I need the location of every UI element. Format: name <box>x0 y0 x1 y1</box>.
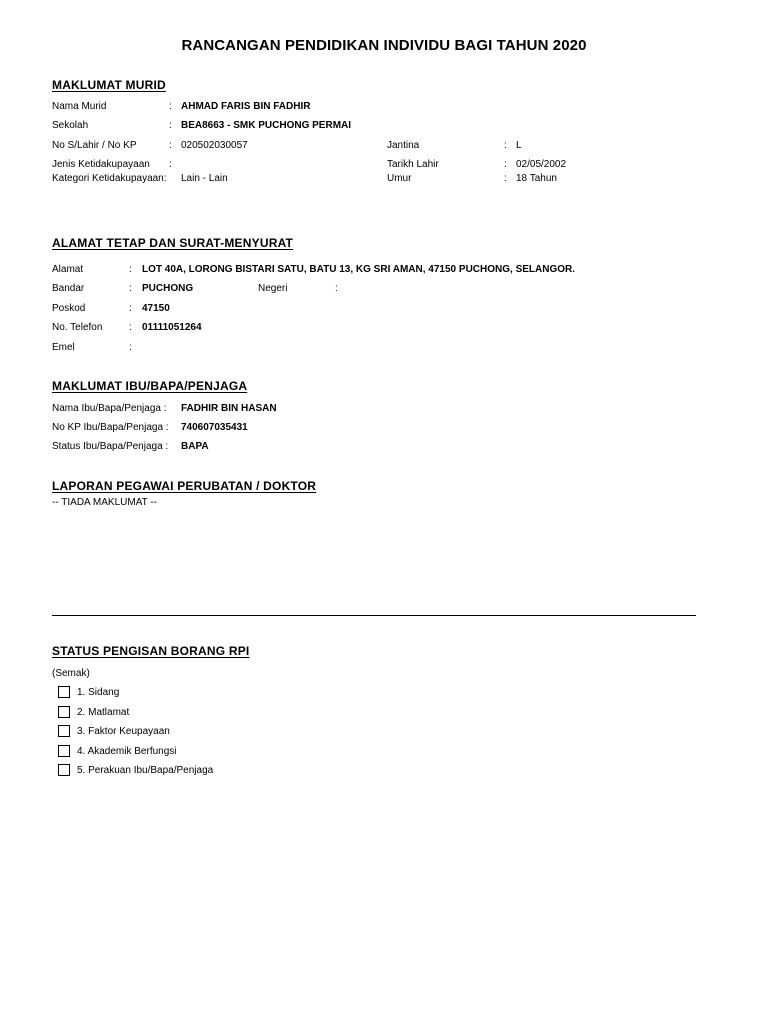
form-status-section-heading: STATUS PENGISAN BORANG RPI <box>52 644 250 658</box>
address-section-heading: ALAMAT TETAP DAN SURAT-MENYURAT <box>52 236 294 250</box>
phone-value: 01111051264 <box>142 322 202 333</box>
separator-colon: : <box>129 264 132 275</box>
student-id-value: 020502030057 <box>181 140 248 151</box>
separator-colon: : <box>169 101 172 112</box>
checkbox-matlamat[interactable] <box>58 706 70 718</box>
address-value: LOT 40A, LORONG BISTARI SATU, BATU 13, KG SRI AMAN, 47150 PUCHONG, SELANGOR. <box>142 264 576 275</box>
student-name-label: Nama Murid <box>52 101 107 112</box>
postcode-label: Poskod <box>52 303 86 314</box>
dob-value: 02/05/2002 <box>516 159 567 170</box>
guardian-id-value: 740607035431 <box>181 422 248 433</box>
student-name-value: AHMAD FARIS BIN FADHIR <box>181 101 311 112</box>
separator-colon: : <box>504 159 507 170</box>
guardian-status-label: Status Ibu/Bapa/Penjaga : <box>52 441 169 452</box>
state-label: Negeri <box>258 283 288 294</box>
disability-category-value: Lain - Lain <box>181 173 228 184</box>
checkbox-akademik-berfungsi[interactable] <box>58 745 70 757</box>
phone-label: No. Telefon <box>52 322 103 333</box>
postcode-value: 47150 <box>142 303 170 314</box>
separator-colon: : <box>169 140 172 151</box>
town-label: Bandar <box>52 283 85 294</box>
dob-label: Tarikh Lahir <box>387 159 439 170</box>
checklist-item-label: 5. Perakuan Ibu/Bapa/Penjaga <box>77 765 214 776</box>
guardian-name-value: FADHIR BIN HASAN <box>181 403 277 414</box>
checklist-item-label: 2. Matlamat <box>77 707 130 718</box>
checkbox-perakuan[interactable] <box>58 764 70 776</box>
checkbox-faktor-keupayaan[interactable] <box>58 725 70 737</box>
separator-colon: : <box>129 303 132 314</box>
form-status-instruction: (Semak) <box>52 668 90 679</box>
guardian-section-heading: MAKLUMAT IBU/BAPA/PENJAGA <box>52 379 248 393</box>
gender-label: Jantina <box>387 140 420 151</box>
age-value: 18 Tahun <box>516 173 557 184</box>
separator-colon: : <box>335 283 338 294</box>
separator-colon: : <box>129 322 132 333</box>
town-value: PUCHONG <box>142 283 194 294</box>
student-id-label: No S/Lahir / No KP <box>52 140 137 151</box>
student-section-heading: MAKLUMAT MURID <box>52 78 166 92</box>
gender-value: L <box>516 140 522 151</box>
separator-colon: : <box>504 173 507 184</box>
separator-colon: : <box>504 140 507 151</box>
checkbox-sidang[interactable] <box>58 686 70 698</box>
checklist-item-label: 3. Faktor Keupayaan <box>77 726 170 737</box>
checklist-item-label: 4. Akademik Berfungsi <box>77 746 177 757</box>
guardian-status-value: BAPA <box>181 441 209 452</box>
section-divider <box>52 615 696 616</box>
address-label: Alamat <box>52 264 84 275</box>
email-label: Emel <box>52 342 75 353</box>
school-value: BEA8663 - SMK PUCHONG PERMAI <box>181 120 352 131</box>
medical-note: -- TIADA MAKLUMAT -- <box>52 497 158 508</box>
guardian-id-label: No KP Ibu/Bapa/Penjaga : <box>52 422 169 433</box>
disability-category-label: Kategori Ketidakupayaan: <box>52 173 167 184</box>
separator-colon: : <box>169 159 172 170</box>
separator-colon: : <box>169 120 172 131</box>
separator-colon: : <box>129 283 132 294</box>
guardian-name-label: Nama Ibu/Bapa/Penjaga : <box>52 403 167 414</box>
separator-colon: : <box>129 342 132 353</box>
medical-section-heading: LAPORAN PEGAWAI PERUBATAN / DOKTOR <box>52 479 317 493</box>
school-label: Sekolah <box>52 120 89 131</box>
age-label: Umur <box>387 173 412 184</box>
page-title: RANCANGAN PENDIDIKAN INDIVIDU BAGI TAHUN 2020 <box>181 37 587 54</box>
checklist-item-label: 1. Sidang <box>77 687 120 698</box>
disability-type-label: Jenis Ketidakupayaan <box>52 159 150 170</box>
